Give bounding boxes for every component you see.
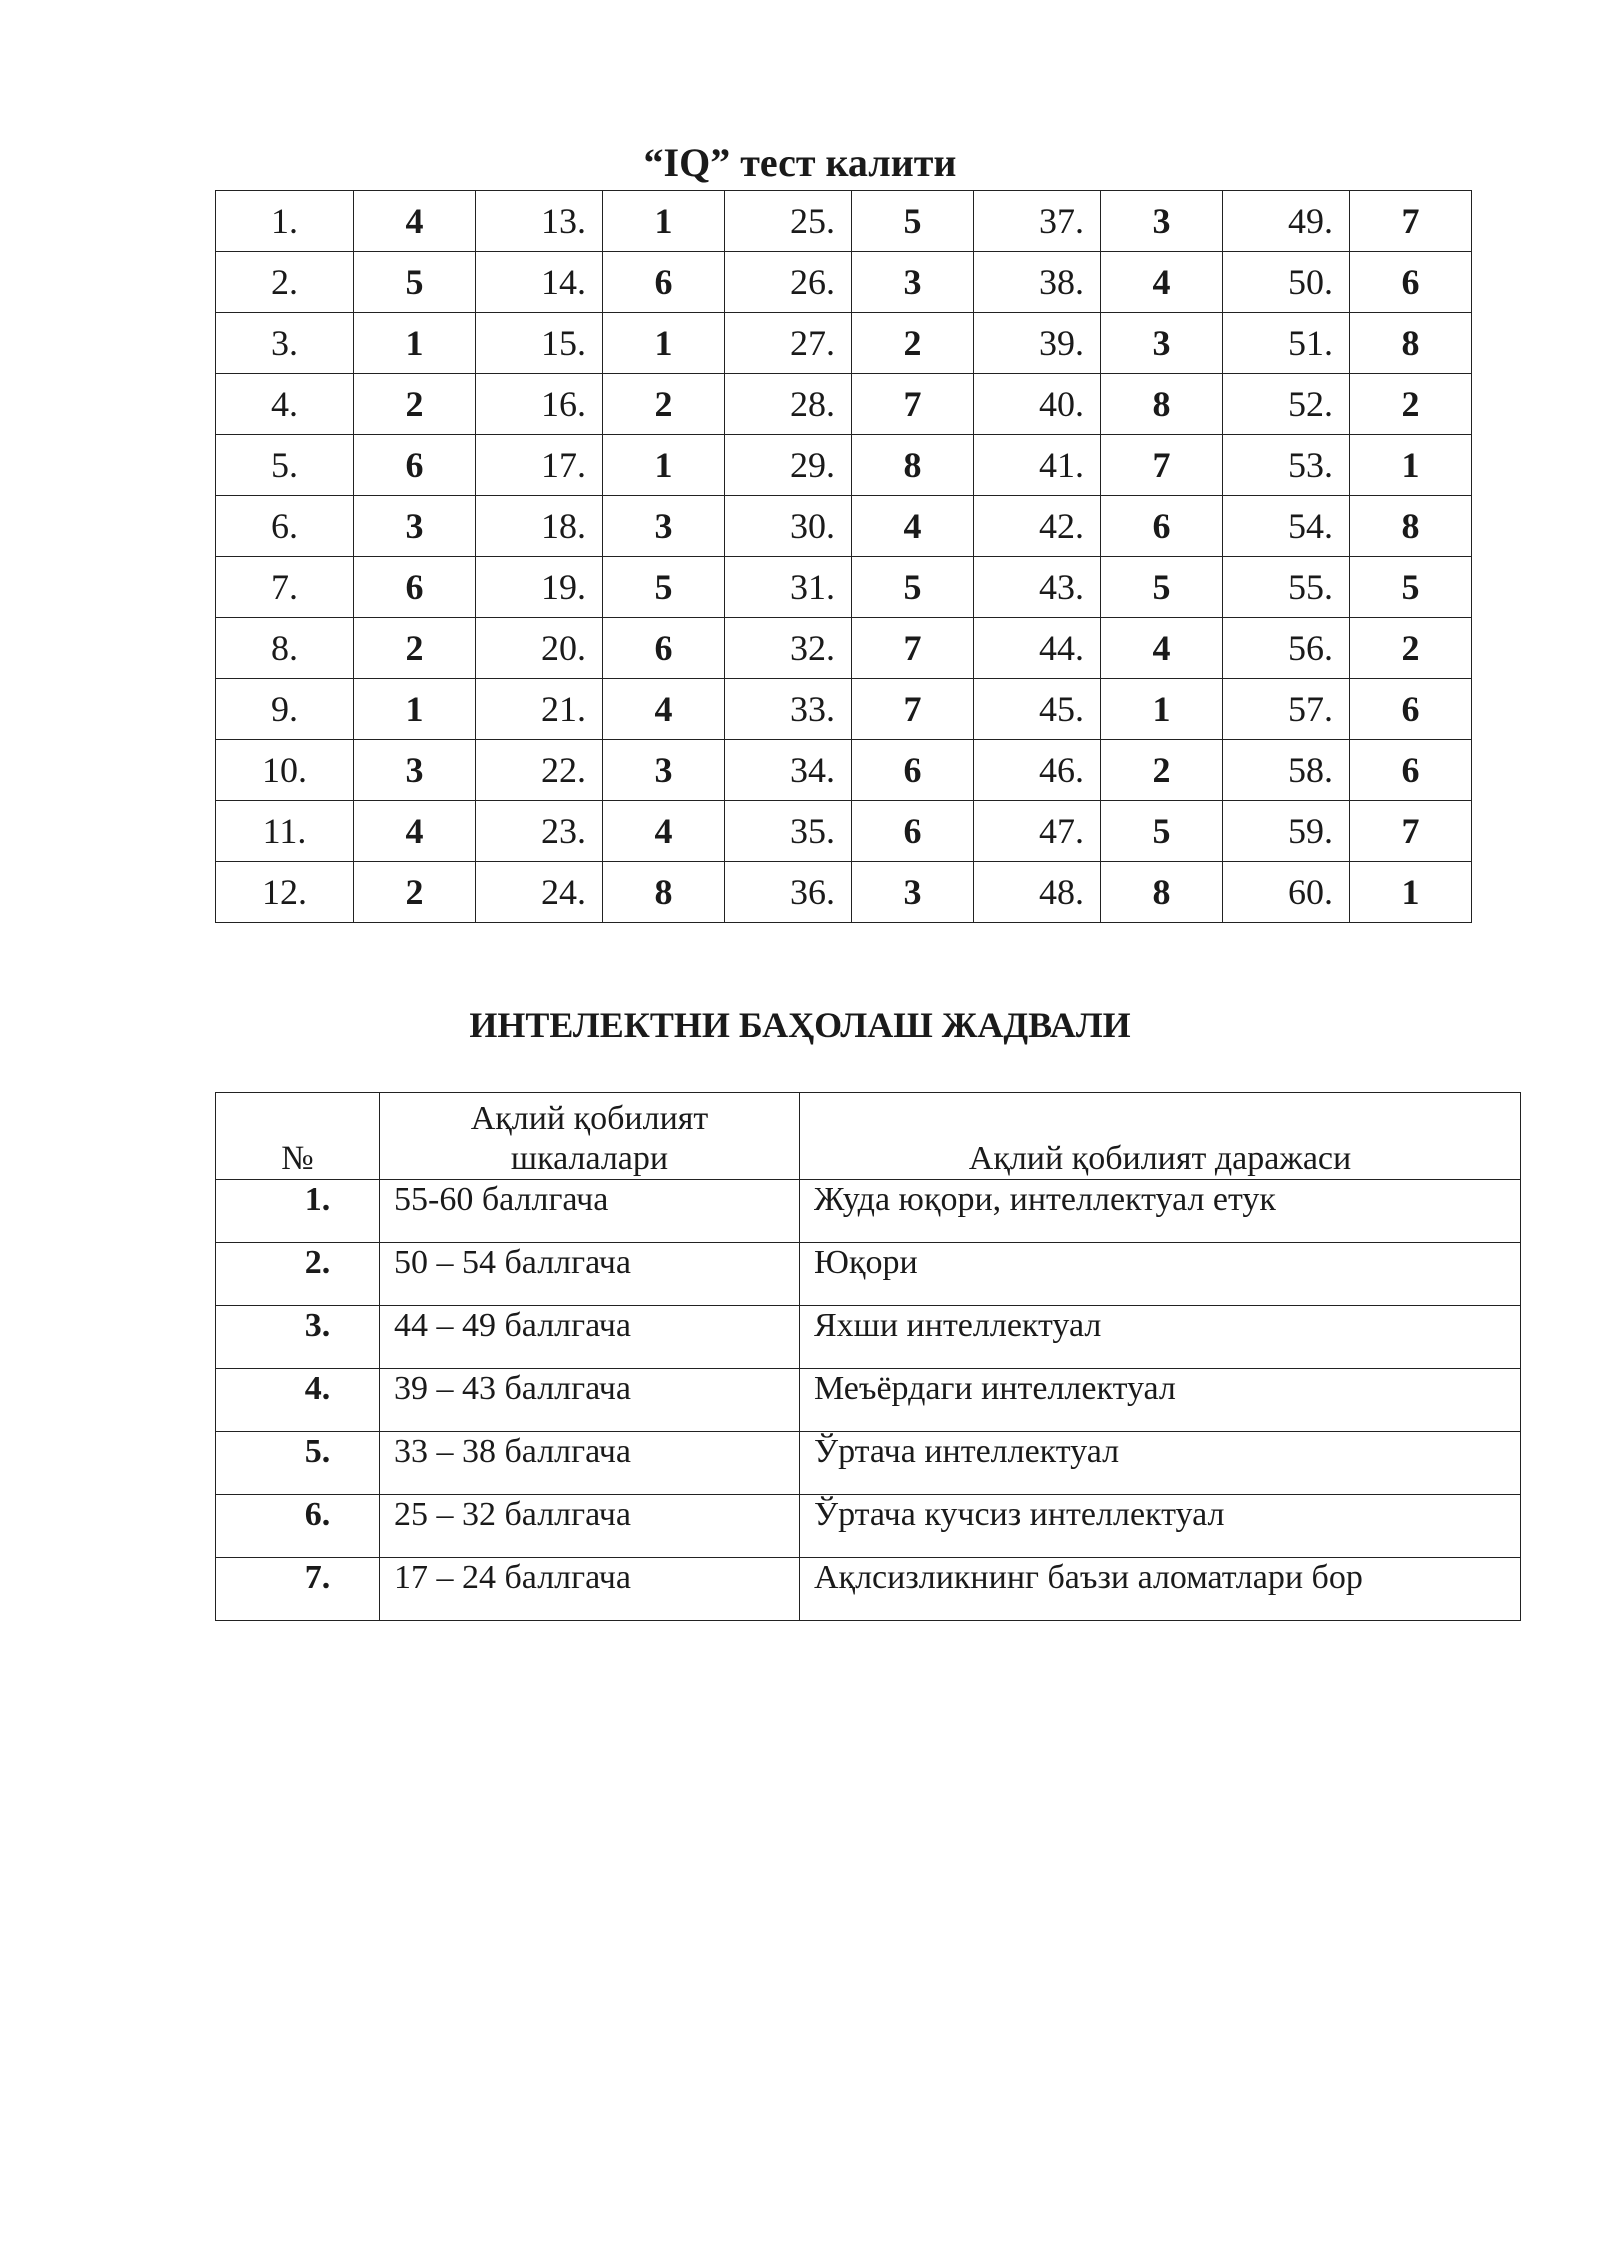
question-number: 25.: [725, 191, 852, 252]
question-number: 4.: [216, 374, 354, 435]
scale-range: 50 – 54 баллгача: [380, 1243, 800, 1306]
question-number: 29.: [725, 435, 852, 496]
question-number: 5.: [216, 435, 354, 496]
answer-value: 7: [852, 679, 974, 740]
key-row: [216, 679, 1472, 740]
question-number: 27.: [725, 313, 852, 374]
question-number: 38.: [974, 252, 1101, 313]
question-number: 14.: [476, 252, 603, 313]
scale-index: 5.: [216, 1432, 380, 1495]
scale-range: 55-60 баллгача: [380, 1180, 800, 1243]
question-number: 35.: [725, 801, 852, 862]
question-number: 55.: [1223, 557, 1350, 618]
answer-value: 6: [603, 618, 725, 679]
answer-value: 6: [1350, 740, 1472, 801]
answer-value: 8: [1101, 862, 1223, 923]
question-number: 44.: [974, 618, 1101, 679]
question-number: 3.: [216, 313, 354, 374]
scale-row: [216, 1180, 1521, 1243]
answer-value: 6: [354, 435, 476, 496]
answer-value: 1: [603, 191, 725, 252]
scale-index: 4.: [216, 1369, 380, 1432]
scale-header-row: [216, 1093, 1521, 1180]
scale-index: 2.: [216, 1243, 380, 1306]
question-number: 7.: [216, 557, 354, 618]
scale-row: [216, 1432, 1521, 1495]
answer-value: 5: [354, 252, 476, 313]
answer-value: 3: [603, 496, 725, 557]
answer-value: 6: [852, 801, 974, 862]
scale-row: [216, 1495, 1521, 1558]
scale-level: Юқори: [800, 1243, 1521, 1306]
question-number: 16.: [476, 374, 603, 435]
question-number: 24.: [476, 862, 603, 923]
answer-value: 5: [852, 557, 974, 618]
answer-value: 2: [354, 862, 476, 923]
answer-value: 4: [603, 679, 725, 740]
scale-level: Ўртача кучсиз интеллектуал: [800, 1495, 1521, 1558]
scale-index: 1.: [216, 1180, 380, 1243]
question-number: 40.: [974, 374, 1101, 435]
answer-value: 5: [852, 191, 974, 252]
key-row: [216, 252, 1472, 313]
answer-value: 8: [852, 435, 974, 496]
scale-level: Ақлсизликнинг баъзи аломатлари бор: [800, 1558, 1521, 1621]
answer-value: 4: [603, 801, 725, 862]
key-title: “IQ” тест калити: [643, 140, 957, 185]
question-number: 22.: [476, 740, 603, 801]
answer-value: 1: [354, 313, 476, 374]
answer-value: 2: [354, 374, 476, 435]
key-row: [216, 496, 1472, 557]
scale-index: 7.: [216, 1558, 380, 1621]
answer-value: 8: [1350, 496, 1472, 557]
key-row: [216, 435, 1472, 496]
scale-index: 6.: [216, 1495, 380, 1558]
question-number: 32.: [725, 618, 852, 679]
header-level: Ақлий қобилият даражаси: [800, 1093, 1521, 1180]
question-number: 12.: [216, 862, 354, 923]
answer-key-table: [215, 190, 1472, 923]
question-number: 19.: [476, 557, 603, 618]
question-number: 46.: [974, 740, 1101, 801]
scale-range: 33 – 38 баллгача: [380, 1432, 800, 1495]
answer-value: 8: [1101, 374, 1223, 435]
scale-range: 44 – 49 баллгача: [380, 1306, 800, 1369]
answer-value: 6: [603, 252, 725, 313]
intelligence-scale-table: [215, 1092, 1521, 1621]
question-number: 52.: [1223, 374, 1350, 435]
key-row: [216, 557, 1472, 618]
answer-value: 1: [354, 679, 476, 740]
scale-row: [216, 1369, 1521, 1432]
question-number: 9.: [216, 679, 354, 740]
question-number: 17.: [476, 435, 603, 496]
question-number: 15.: [476, 313, 603, 374]
header-number: №: [216, 1093, 380, 1180]
answer-value: 3: [354, 496, 476, 557]
answer-value: 2: [1350, 374, 1472, 435]
answer-value: 4: [1101, 252, 1223, 313]
scale-level: Жуда юқори, интеллектуал етук: [800, 1180, 1521, 1243]
question-number: 30.: [725, 496, 852, 557]
question-number: 2.: [216, 252, 354, 313]
question-number: 1.: [216, 191, 354, 252]
question-number: 6.: [216, 496, 354, 557]
question-number: 10.: [216, 740, 354, 801]
key-row: [216, 862, 1472, 923]
scale-range: 25 – 32 баллгача: [380, 1495, 800, 1558]
key-row: [216, 801, 1472, 862]
question-number: 8.: [216, 618, 354, 679]
question-number: 34.: [725, 740, 852, 801]
answer-value: 8: [603, 862, 725, 923]
scale-row: [216, 1306, 1521, 1369]
scale-row: [216, 1243, 1521, 1306]
scale-level: Ўртача интеллектуал: [800, 1432, 1521, 1495]
answer-value: 7: [852, 374, 974, 435]
question-number: 58.: [1223, 740, 1350, 801]
answer-value: 5: [1101, 557, 1223, 618]
scale-row: [216, 1558, 1521, 1621]
question-number: 47.: [974, 801, 1101, 862]
question-number: 50.: [1223, 252, 1350, 313]
answer-value: 5: [1101, 801, 1223, 862]
scale-range: 17 – 24 баллгача: [380, 1558, 800, 1621]
answer-value: 4: [852, 496, 974, 557]
answer-value: 7: [1101, 435, 1223, 496]
question-number: 60.: [1223, 862, 1350, 923]
question-number: 33.: [725, 679, 852, 740]
question-number: 45.: [974, 679, 1101, 740]
scale-range: 39 – 43 баллгача: [380, 1369, 800, 1432]
answer-value: 5: [1350, 557, 1472, 618]
scale-title: ИНТЕЛЕКТНИ БАҲОЛАШ ЖАДВАЛИ: [469, 1005, 1131, 1045]
answer-value: 6: [1101, 496, 1223, 557]
question-number: 31.: [725, 557, 852, 618]
question-number: 28.: [725, 374, 852, 435]
header-scale-line2: шкалалари: [510, 1140, 669, 1177]
answer-value: 4: [354, 191, 476, 252]
question-number: 48.: [974, 862, 1101, 923]
question-number: 59.: [1223, 801, 1350, 862]
answer-value: 3: [1101, 313, 1223, 374]
answer-value: 6: [1350, 679, 1472, 740]
key-row: [216, 374, 1472, 435]
header-scale: [380, 1093, 800, 1180]
question-number: 39.: [974, 313, 1101, 374]
answer-value: 4: [354, 801, 476, 862]
question-number: 56.: [1223, 618, 1350, 679]
answer-value: 2: [354, 618, 476, 679]
question-number: 11.: [216, 801, 354, 862]
answer-value: 7: [852, 618, 974, 679]
answer-value: 2: [603, 374, 725, 435]
answer-value: 3: [1101, 191, 1223, 252]
answer-value: 1: [603, 313, 725, 374]
question-number: 54.: [1223, 496, 1350, 557]
header-scale-line1: Ақлий қобилият: [470, 1100, 709, 1137]
key-row: [216, 740, 1472, 801]
answer-value: 1: [1350, 862, 1472, 923]
answer-value: 3: [354, 740, 476, 801]
key-row: [216, 191, 1472, 252]
answer-value: 3: [852, 252, 974, 313]
answer-value: 5: [603, 557, 725, 618]
answer-value: 6: [1350, 252, 1472, 313]
question-number: 23.: [476, 801, 603, 862]
answer-value: 2: [852, 313, 974, 374]
question-number: 51.: [1223, 313, 1350, 374]
answer-value: 8: [1350, 313, 1472, 374]
answer-value: 3: [603, 740, 725, 801]
question-number: 43.: [974, 557, 1101, 618]
key-row: [216, 618, 1472, 679]
question-number: 26.: [725, 252, 852, 313]
question-number: 36.: [725, 862, 852, 923]
answer-value: 1: [603, 435, 725, 496]
question-number: 49.: [1223, 191, 1350, 252]
answer-value: 6: [852, 740, 974, 801]
question-number: 53.: [1223, 435, 1350, 496]
answer-value: 1: [1101, 679, 1223, 740]
question-number: 37.: [974, 191, 1101, 252]
question-number: 13.: [476, 191, 603, 252]
answer-value: 7: [1350, 191, 1472, 252]
question-number: 20.: [476, 618, 603, 679]
answer-value: 2: [1101, 740, 1223, 801]
answer-value: 7: [1350, 801, 1472, 862]
answer-value: 4: [1101, 618, 1223, 679]
question-number: 57.: [1223, 679, 1350, 740]
answer-value: 2: [1350, 618, 1472, 679]
answer-value: 6: [354, 557, 476, 618]
answer-value: 3: [852, 862, 974, 923]
question-number: 42.: [974, 496, 1101, 557]
answer-value: 1: [1350, 435, 1472, 496]
question-number: 41.: [974, 435, 1101, 496]
question-number: 21.: [476, 679, 603, 740]
scale-level: Меъёрдаги интеллектуал: [800, 1369, 1521, 1432]
scale-level: Яхши интеллектуал: [800, 1306, 1521, 1369]
key-row: [216, 313, 1472, 374]
scale-index: 3.: [216, 1306, 380, 1369]
question-number: 18.: [476, 496, 603, 557]
